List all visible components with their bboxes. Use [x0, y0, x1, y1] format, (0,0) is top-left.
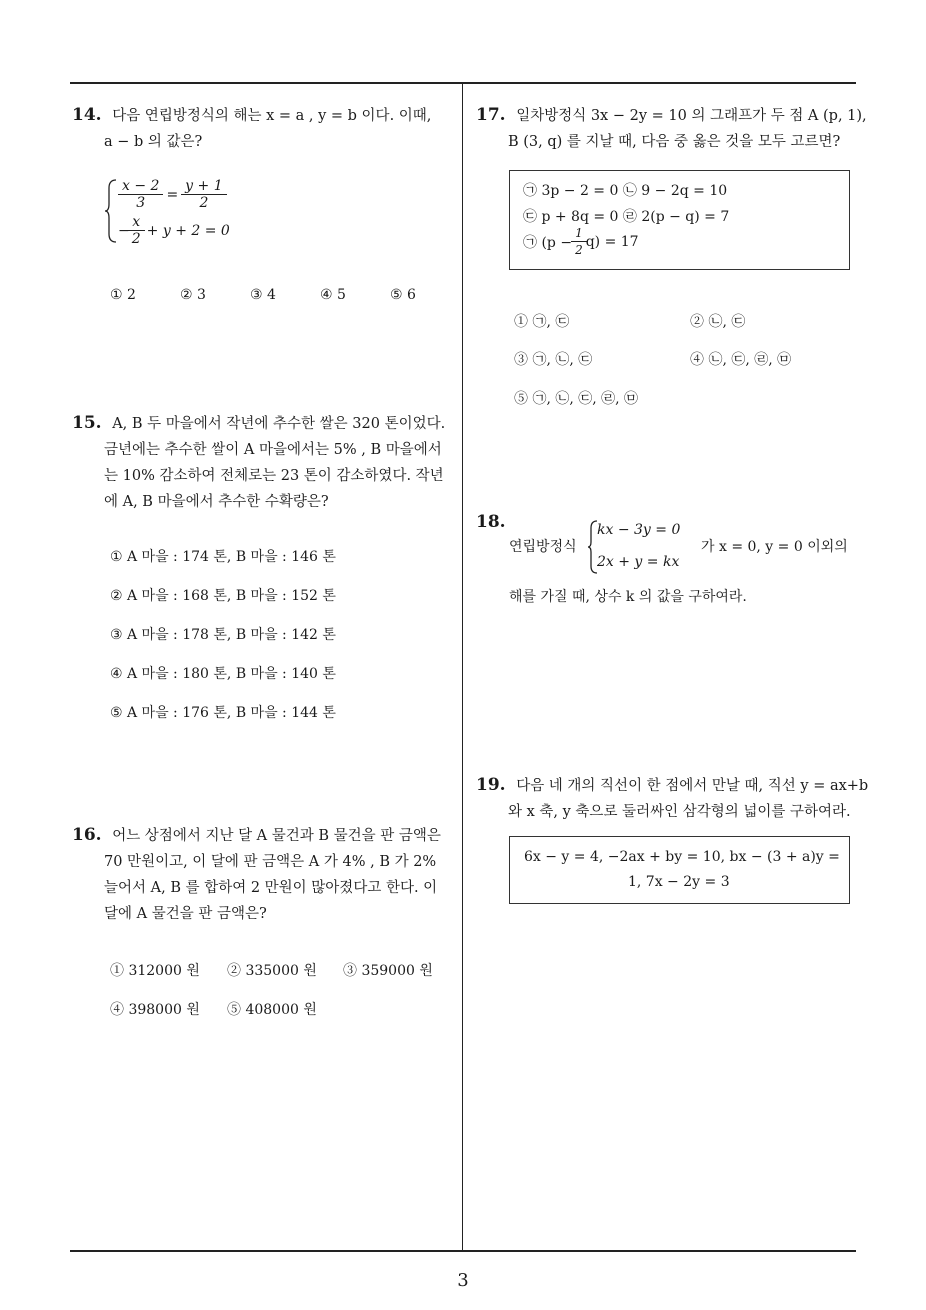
question-15	[72, 410, 456, 515]
choice-3[interactable]: ③ A 마을 : 178 톤, B 마을 : 142 톤	[110, 627, 336, 643]
question-text: 일차방정식 3x − 2y = 10 의 그래프가 두 점 A (p, 1),	[516, 108, 867, 124]
question-text: 달에 A 물건을 판 금액은?	[104, 906, 267, 922]
question-text: B (3, q) 를 지날 때, 다음 중 옳은 것을 모두 고르면?	[508, 134, 841, 150]
question-number: 16.	[72, 825, 102, 845]
equation-rest: + y + 2 = 0	[146, 222, 230, 239]
page-number: 3	[457, 1270, 469, 1291]
equations-box	[509, 836, 850, 904]
fraction-numerator: 1	[575, 226, 583, 240]
question-text: 는 10% 감소하여 전체로는 23 톤이 감소하였다. 작년	[104, 468, 444, 484]
question-text: 금년에는 추수한 쌀이 A 마을에서는 5% , B 마을에서	[104, 442, 442, 458]
fraction-denominator: 2	[199, 195, 209, 211]
column-divider	[462, 83, 463, 1251]
question-text: 늘어서 A, B 를 합하여 2 만원이 많아졌다고 한다. 이	[104, 880, 438, 896]
question-text: 다음 네 개의 직선이 한 점에서 만날 때, 직선 y = ax+b	[516, 778, 869, 794]
fraction-denominator: 2	[575, 243, 583, 257]
question-text: 해를 가질 때, 상수 k 의 값을 구하여라.	[509, 589, 747, 605]
question-text: A, B 두 마을에서 작년에 추수한 쌀은 320 톤이었다.	[112, 416, 446, 432]
question-text: a − b 의 값은?	[104, 134, 203, 150]
question-text: 에 A, B 마을에서 추수한 수확량은?	[104, 494, 329, 510]
question-number: 17.	[476, 105, 506, 125]
question-18	[509, 518, 859, 578]
equation-line: 6x − y = 4, −2ax + by = 10, bx − (3 + a)y =	[524, 849, 840, 865]
question-17	[476, 102, 867, 155]
choice-3[interactable]: ③ 359000 원	[343, 963, 433, 979]
question-16	[72, 822, 456, 927]
equation-line: 1, 7x − 2y = 3	[628, 874, 730, 890]
condition-line: ㉠ 3p − 2 = 0 ㉡ 9 − 2q = 10	[523, 183, 728, 199]
conditions-box	[509, 170, 850, 270]
choice-1[interactable]: ① 312000 원	[110, 963, 200, 979]
choice-4[interactable]: ④ 5	[320, 287, 346, 303]
condition-line: q) = 17	[585, 233, 639, 250]
question-number: 14.	[72, 105, 102, 125]
choice-2[interactable]: ② 335000 원	[227, 963, 317, 979]
question-text: 가 x = 0, y = 0 이외의	[701, 539, 848, 555]
choice-5[interactable]: ⑤ 408000 원	[227, 1002, 317, 1018]
fraction-denominator: 2	[131, 231, 141, 247]
condition-line: ㉠ (p −	[523, 234, 573, 251]
choice-1[interactable]: ① ㉠, ㉢	[514, 314, 570, 330]
choice-3[interactable]: ③ 4	[250, 287, 276, 303]
choice-3[interactable]: ③ ㉠, ㉡, ㉢	[514, 352, 593, 368]
choice-1[interactable]: ① A 마을 : 174 톤, B 마을 : 146 톤	[110, 549, 336, 565]
question-text: 연립방정식	[509, 539, 577, 555]
question-19	[476, 772, 869, 825]
question-text: 70 만원이고, 이 달에 판 금액은 A 가 4% , B 가 2%	[104, 854, 437, 870]
choice-4[interactable]: ④ ㉡, ㉢, ㉣, ㉤	[690, 352, 792, 368]
fraction-numerator: x	[132, 214, 141, 230]
fraction-numerator: y + 1	[185, 178, 223, 194]
condition-line: ㉢ p + 8q = 0 ㉣ 2(p − q) = 7	[523, 209, 730, 225]
question-number: 18.	[476, 512, 506, 532]
choice-2[interactable]: ② 3	[180, 287, 206, 303]
question-text: 와 x 축, y 축으로 둘러싸인 삼각형의 넓이를 구하여라.	[508, 804, 851, 820]
equation-line: kx − 3y = 0	[597, 522, 681, 538]
question-18-number	[476, 509, 512, 536]
question-text: 어느 상점에서 지난 달 A 물건과 B 물건을 판 금액은	[112, 828, 441, 844]
choice-5[interactable]: ⑤ A 마을 : 176 톤, B 마을 : 144 톤	[110, 705, 336, 721]
question-number: 15.	[72, 413, 102, 433]
left-brace-icon	[104, 178, 118, 244]
equation-line: 2x + y = kx	[597, 554, 680, 570]
minus-sign: −	[118, 222, 130, 239]
fraction-denominator: 3	[136, 195, 146, 211]
question-14	[72, 102, 456, 155]
choice-4[interactable]: ④ A 마을 : 180 톤, B 마을 : 140 톤	[110, 666, 336, 682]
choice-4[interactable]: ④ 398000 원	[110, 1002, 200, 1018]
question-number: 19.	[476, 775, 506, 795]
choice-2[interactable]: ② A 마을 : 168 톤, B 마을 : 152 톤	[110, 588, 336, 604]
choice-2[interactable]: ② ㉡, ㉢	[690, 314, 746, 330]
choice-1[interactable]: ① 2	[110, 287, 136, 303]
choice-5[interactable]: ⑤ 6	[390, 287, 416, 303]
choice-5[interactable]: ⑤ ㉠, ㉡, ㉢, ㉣, ㉤	[514, 391, 639, 407]
question-text: 다음 연립방정식의 해는 x = a , y = b 이다. 이때,	[112, 108, 432, 124]
fraction-numerator: x − 2	[122, 178, 160, 194]
equation-system: $\frac{x - 2}{3}$ = $\frac{y + 1}{2}$ − $\frac{x}{2}$ + y + 2 = 0	[104, 178, 304, 248]
